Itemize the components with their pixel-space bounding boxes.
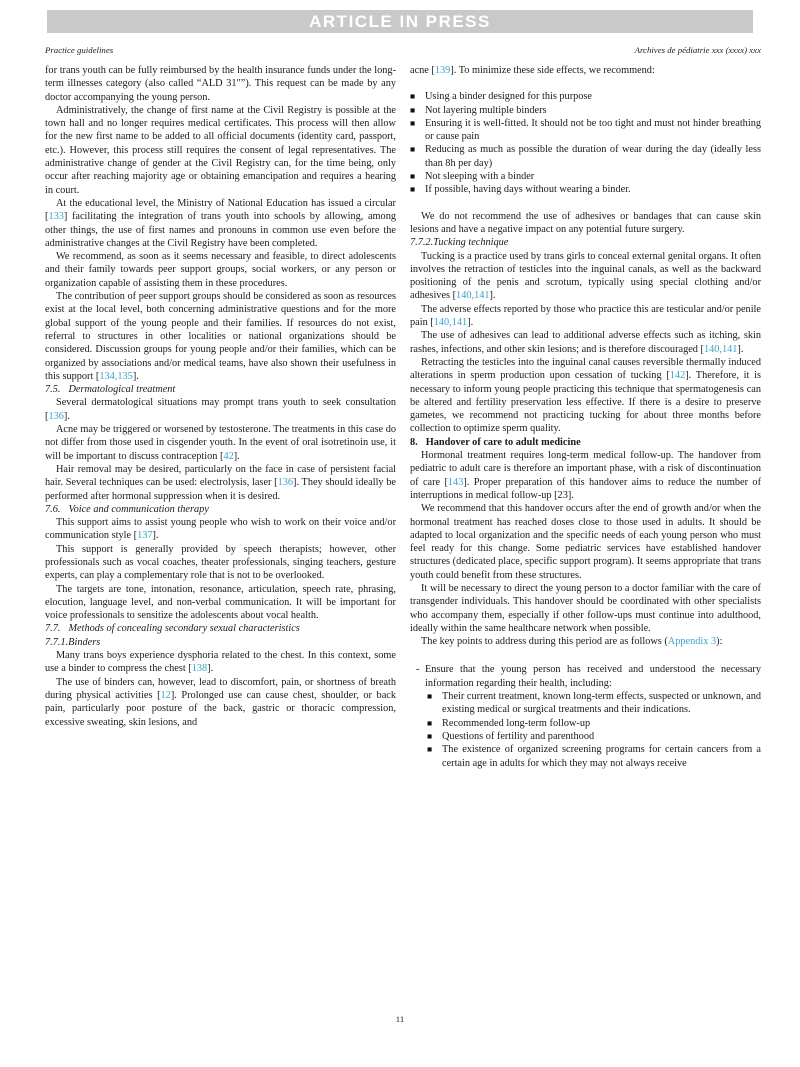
text-run: At the educational level, the Ministry of National Education has issued a circular [ (45, 197, 396, 223)
paragraph (45, 423, 396, 463)
bullet-text (442, 743, 761, 770)
dash-item (416, 663, 761, 769)
square-bullet-icon: ■ (427, 717, 433, 728)
paragraph (45, 197, 396, 250)
paragraph (410, 582, 761, 635)
text-run: It will be necessary to direct the young person to a doctor familiar with the care of transgender individuals. This handover should be coordinated with other specialists who accompany them, especially if other follow-ups must continue into adulthood, ideally within the same healthcare network when possible. (410, 582, 761, 634)
paragraph (45, 583, 396, 623)
paragraph (45, 250, 396, 290)
running-header (45, 45, 761, 55)
text-run: ]. (152, 530, 159, 542)
square-bullet-icon: ■ (427, 744, 433, 755)
paragraph (45, 104, 396, 197)
text-run: Questions of fertility and parenthood (442, 730, 595, 742)
text-run: Tucking is a practice used by trans girls to conceal external genital organs. It often involves the retraction of testicles into the inguinal canals, as well as the backward positioning of the penis and scrotum, typically using special clothing and/or adhesives [ (410, 250, 761, 302)
text-run: ]. To minimize these side effects, we recommend: (450, 65, 655, 76)
text-run: ]. (132, 370, 139, 382)
paragraph (410, 329, 761, 356)
text-run: Hormonal treatment requires long-term medical follow-up. The handover from pediatric to adult care is therefore an important phase, with a risk of discontinuation of care [ (410, 450, 761, 488)
square-bullet-icon: ■ (410, 117, 416, 128)
citation-link[interactable]: 138 (191, 663, 208, 675)
section-number: 7.7.1. (45, 636, 69, 648)
square-bullet-icon: ■ (410, 91, 416, 102)
text-run: ]. (233, 450, 240, 462)
text-run: ]. Proper preparation of this handover aims to reduce the number of interruptions in medical follow-up [23]. (410, 476, 761, 501)
subsubsection-heading (45, 636, 396, 649)
text-run: ): (716, 636, 723, 648)
paragraph (45, 290, 396, 383)
text-run: Their current treatment, known long-term effects, suspected or unknown, and existing medical or surgical treatments and their indications. (442, 691, 761, 716)
bullet-text (442, 690, 761, 717)
sub-bullet-list (427, 690, 761, 770)
text-run: Retracting the testicles into the inguinal canal causes reversible thermally induced alterations in sperm production upon cessation of tucking [ (410, 356, 761, 382)
bullet-item (410, 170, 761, 183)
text-run: Many trans boys experience dysphoria related to the chest. In this context, some use a binder to compress the chest [ (45, 650, 396, 675)
right-column (410, 64, 761, 770)
text-run: Using a binder designed for this purpose (425, 91, 593, 103)
two-column-body (45, 64, 761, 770)
page-number: 11 (395, 1014, 405, 1024)
text-run: Ensure that the young person has received and understood the necessary information regarding their health, including: (425, 664, 761, 689)
dash-list (416, 663, 761, 769)
bullet-text (425, 143, 761, 170)
section-number: 7.7. (45, 623, 61, 635)
paragraph (45, 516, 396, 543)
paragraph (410, 250, 761, 303)
section-heading (410, 436, 761, 449)
text-run: ]. Therefore, it is necessary to inform young people practicing this technique that spermatogenesis can be altered and fertility preservation less effective. If there is a desire to preserve gametes, we recommend not practicing tucking for about three months before collection to optimize sperm quality. (410, 370, 761, 435)
citation-link[interactable]: 139 (434, 65, 451, 76)
text-run: Reducing as much as possible the duration of wear during the day (ideally less than 8h per day) (425, 144, 761, 169)
text-run: Not layering multiple binders (425, 104, 547, 116)
text-run: ]. (489, 290, 496, 302)
text-run: ]. (63, 410, 70, 422)
text-run: Acne may be triggered or worsened by testosterone. The treatments in this case do not differ from those used in cisgender youth. In the event of oral isotretinoin use, it will be important to discuss contraception [ (45, 424, 396, 462)
paragraph (410, 635, 761, 648)
section-number: 7.7.2. (410, 237, 434, 249)
article-in-press-banner: ARTICLE IN PRESS (47, 10, 753, 33)
square-bullet-icon: ■ (427, 730, 433, 741)
text-run: The use of binders can, however, lead to discomfort, pain, or shortness of breath during physical activities [ (45, 676, 396, 701)
bullet-text (442, 717, 761, 730)
text-run: This support is generally provided by speech therapists; however, other professionals such as vocal coaches, theater professionals, singing teachers, gesture experts, can play a complementary role that is not to be overlooked. (45, 543, 396, 582)
bullet-text (425, 90, 761, 103)
bullet-list (410, 90, 761, 196)
paragraph (410, 449, 761, 502)
bullet-item (410, 104, 761, 117)
paragraph (45, 463, 396, 503)
text-run: Hair removal may be desired, particularly on the face in case of persistent facial hair. Several techniques can be used: electrolysis, laser [ (45, 463, 396, 489)
bullet-item (427, 730, 761, 743)
citation-link[interactable]: 137 (137, 530, 153, 542)
section-title: Voice and communication therapy (68, 503, 209, 515)
bullet-text (425, 170, 761, 183)
citation-link[interactable]: 143 (447, 476, 464, 488)
left-column (45, 64, 396, 770)
section-number: 7.5. (45, 384, 61, 396)
running-header-left: Practice guidelines (45, 45, 114, 55)
text-run: Recommended long-term follow-up (442, 717, 591, 729)
text-run: If possible, having days without wearing a binder. (425, 184, 631, 196)
citation-link[interactable]: 42 (223, 450, 234, 462)
paragraph (45, 543, 396, 583)
bullet-item (427, 690, 761, 717)
citation-link[interactable]: 140,141 (433, 317, 468, 329)
text-run: The use of adhesives can lead to additional adverse effects such as itching, skin rashes, infections, and other skin lesions; and is therefore discouraged [ (410, 330, 761, 355)
text-run: Ensuring it is well-fitted. It should not be too tight and must not hinder breathing or cause pain (425, 117, 761, 143)
citation-link[interactable]: 136 (277, 477, 294, 489)
dash-item-content (425, 663, 761, 769)
square-bullet-icon: ■ (410, 171, 416, 182)
paragraph (410, 303, 761, 330)
paragraph (410, 64, 761, 77)
paragraph (45, 64, 396, 104)
bullet-item (427, 717, 761, 730)
text-run: The adverse effects reported by those who practice this are testicular and/or penile pain [ (410, 303, 761, 329)
paragraph (410, 210, 761, 237)
subsection-heading (45, 622, 396, 635)
paragraph (45, 676, 396, 729)
paragraph (410, 502, 761, 582)
dash-bullet-icon: - (416, 664, 420, 676)
text-run: We recommend, as soon as it seems necessary and feasible, to direct adolescents and their family towards peer support groups, social workers, or any person or organization capable of assisting them in these procedures. (45, 251, 396, 289)
text-run: We recommend that this handover occurs after the end of growth and/or when the hormonal treatment has reached doses close to those used in adults. It should be adapted to local organization and the specific needs of each young person who must feel ready for this change. Some pediatric services have established handover structures (dedicated place, specific support program). It seems appropriate that trans youth could benefit from these structures. (410, 503, 761, 581)
citation-link[interactable]: 134,135 (99, 370, 133, 382)
text-run: The targets are tone, intonation, resonance, articulation, speech rate, phrasing, elocution, language level, and non-verbal communication. It will be important for voice professionals to sensitize the adolescents about vocal health. (45, 583, 396, 622)
section-title: Dermatological treatment (68, 384, 176, 396)
dash-item-text (425, 663, 761, 690)
bullet-text (425, 183, 761, 196)
text-run: Not sleeping with a binder (425, 171, 535, 183)
citation-link[interactable]: Appendix 3 (667, 636, 717, 648)
text-run: The existence of organized screening programs for certain cancers from a certain age in adults for which they may not always receive (442, 744, 761, 769)
text-run: This support aims to assist young people who wish to work on their voice and/or communication style [ (45, 517, 396, 542)
text-run: The contribution of peer support groups should be considered as soon as resources exist at the local level, both concerning administrative questions and for the more global support of the young people and their families. If resources do not exist, referral to structures in other localities or national organizations should be considered. Discussion groups for young people and/or their families, which can be organized by associations and/or medical teams, have also shown their usefulness in this support [ (45, 291, 396, 382)
section-title: Handover of care to adult medicine (425, 436, 581, 448)
bullet-item (427, 743, 761, 770)
bullet-text (425, 104, 761, 117)
subsection-heading (45, 383, 396, 396)
section-title: Tucking technique (433, 237, 509, 249)
text-run: ] facilitating the integration of trans youth into schools by allowing, among other things, the use of first names and pronouns in common use even before the administrative changes at the Civil Registry have been completed. (45, 211, 396, 249)
subsubsection-heading (410, 236, 761, 249)
text-run: The key points to address during this period are as follows ( (421, 636, 668, 648)
bullet-item (410, 183, 761, 196)
text-run: ]. (207, 663, 214, 675)
section-number: 8. (410, 436, 418, 448)
section-title: Binders (68, 636, 101, 648)
text-run: acne [ (410, 65, 435, 76)
text-run: ]. (737, 343, 744, 355)
square-bullet-icon: ■ (410, 184, 416, 195)
section-number: 7.6. (45, 503, 61, 515)
text-run: Several dermatological situations may prompt trans youth to seek consultation [ (45, 397, 396, 422)
text-run: ]. They should ideally be performed after hormonal suppression when it is desired. (45, 477, 396, 502)
bullet-item (410, 117, 761, 144)
text-run: ]. (467, 317, 474, 329)
section-title: Methods of concealing secondary sexual characteristics (68, 623, 300, 635)
paragraph (45, 396, 396, 423)
citation-link[interactable]: 136 (48, 410, 64, 422)
citation-link[interactable]: 140,141 (703, 343, 738, 355)
square-bullet-icon: ■ (410, 104, 416, 115)
subsection-heading (45, 503, 396, 516)
paragraph (45, 649, 396, 676)
bullet-item (410, 143, 761, 170)
bullet-item (410, 90, 761, 103)
bullet-text (425, 117, 761, 144)
square-bullet-icon: ■ (427, 691, 433, 702)
citation-link[interactable]: 133 (48, 211, 64, 223)
text-run: We do not recommend the use of adhesives or bandages that can cause skin lesions and have a negative impact on any potential future surgery. (410, 210, 761, 235)
paragraph (410, 356, 761, 436)
square-bullet-icon: ■ (410, 144, 416, 155)
text-run: Administratively, the change of first name at the Civil Registry is possible at the town hall and no longer requires medical certificates. This process will then allow for the new first name to be added to all official documents (identity card, passport, etc.). However, this process still requires the consent of legal representatives. The administrative change of gender at the Civil Registry can, for the time being, only occur after reaching majority age or obtaining emancipation and requires a hearing in court. (45, 104, 396, 196)
running-header-right: Archives de pédiatrie xxx (xxxx) xxx (634, 45, 761, 55)
text-run: ]. Prolonged use can cause chest, shoulder, or back pain, particularly poor posture of the back, gastric or thoracic compression, excessive sweating, skin lesions, and (45, 689, 396, 728)
citation-link[interactable]: 12 (160, 689, 171, 701)
text-run: for trans youth can be fully reimbursed by the health insurance funds under the long-term illnesses category (also called “ALD 31″”). This request can be made by any doctor accompanying the young person. (45, 65, 396, 103)
citation-link[interactable]: 142 (669, 370, 686, 382)
bullet-text (442, 730, 761, 743)
citation-link[interactable]: 140,141 (456, 290, 490, 302)
